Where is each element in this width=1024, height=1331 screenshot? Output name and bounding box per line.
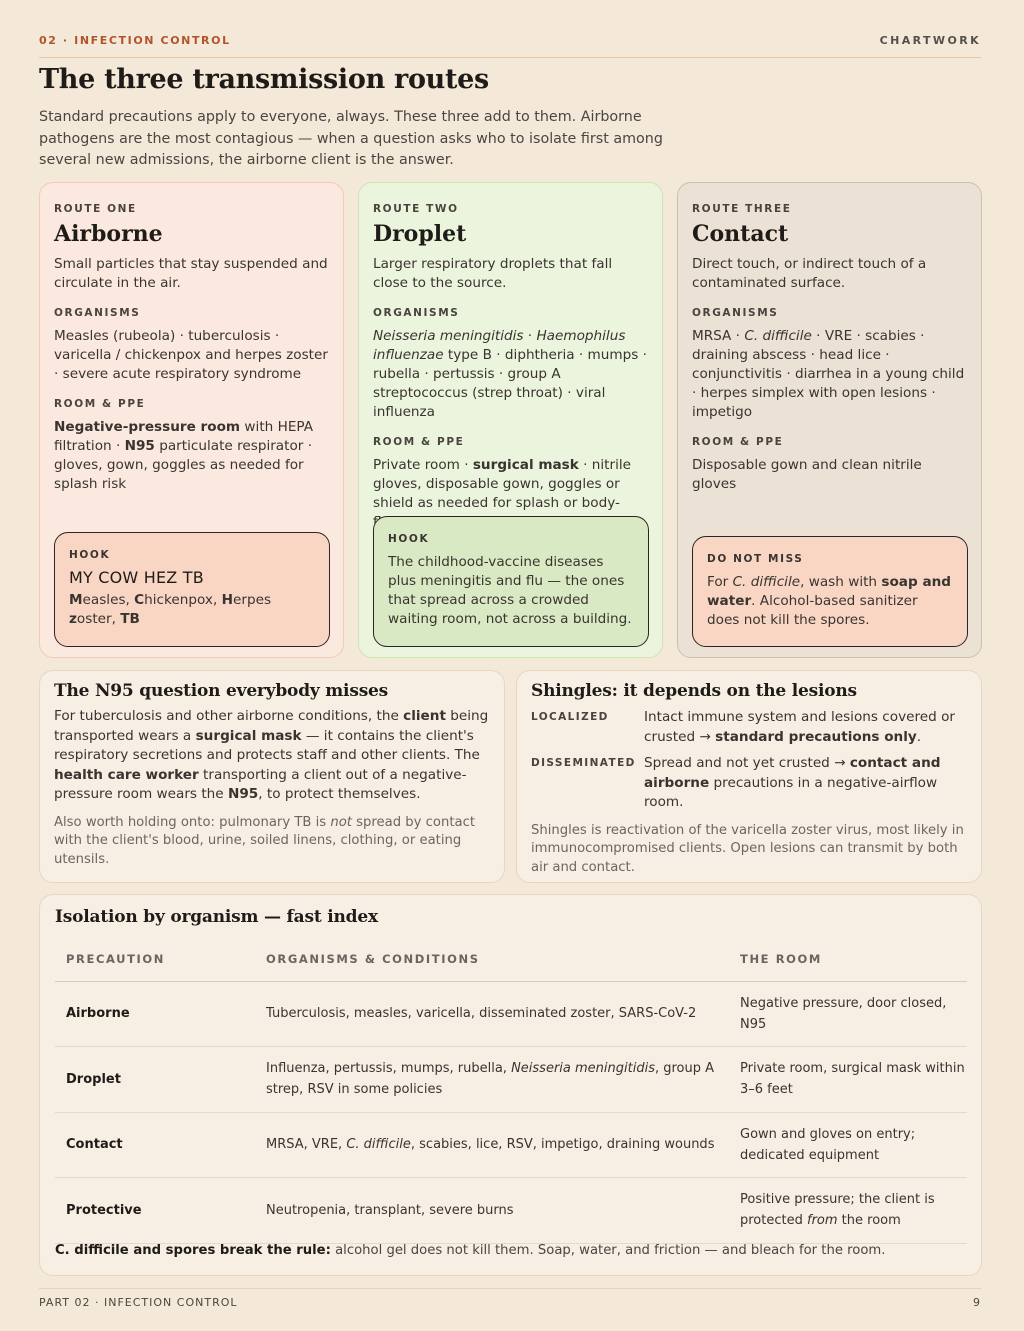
route-eyebrow: ROUTE TWO: [373, 203, 459, 215]
precaution-cell: Contact: [55, 1112, 255, 1178]
disseminated-label: DISSEMINATED: [531, 757, 636, 769]
organisms-label: ORGANISMS: [692, 307, 779, 319]
organisms-cell: Influenza, pertussis, mumps, rubella, Neisseria meningitidis, group A strep, RSV in some policies: [255, 1047, 729, 1113]
table-row: [55, 1178, 967, 1244]
localized-text: Intact immune system and lesions covered or crusted → standard precautions only.: [644, 709, 955, 745]
isolation-index-panel: [39, 894, 982, 1276]
n95-note: Also worth holding onto: pulmonary TB is not spread by contact with the client's blood, urine, soiled linens, clothing, or eating utensils.: [54, 814, 476, 867]
n95-title: The N95 question everybody misses: [54, 681, 389, 701]
route-name: Droplet: [373, 221, 467, 247]
footer-part-label: PART 02 · INFECTION CONTROL: [39, 1296, 238, 1309]
shingles-note: Shingles is reactivation of the varicella zoster virus, most likely in immunocompromised clients. Open lesions can transmit by both air and contact.: [531, 822, 964, 875]
organisms-label: ORGANISMS: [373, 307, 460, 319]
localized-label: LOCALIZED: [531, 711, 609, 723]
brand-label: CHARTWORK: [879, 34, 981, 47]
disseminated-row: [531, 754, 967, 813]
isolation-table: [55, 937, 967, 1244]
room-ppe-text: Disposable gown and clean nitrile gloves: [692, 457, 922, 492]
n95-panel: [39, 670, 505, 883]
room-ppe-label: ROOM & PPE: [373, 436, 465, 448]
index-title: Isolation by organism — fast index: [55, 907, 378, 927]
hook-box: [54, 532, 330, 647]
table-row: [55, 1047, 967, 1113]
room-cell: Negative pressure, door closed, N95: [729, 981, 967, 1047]
cdiff-rule-note: C. difficile and spores break the rule: alcohol gel does not kill them. Soap, water, and friction — and bleach for the room.: [55, 1243, 886, 1258]
do-not-miss-text: For C. difficile, wash with soap and water. Alcohol-based sanitizer does not kill the spores.: [707, 574, 952, 628]
do-not-miss-box: [692, 536, 968, 647]
top-bar: [39, 34, 981, 58]
room-ppe-text: Private room · surgical mask · nitrile gloves, disposable gown, goggles or shield as needed for splash or body-: [373, 457, 632, 511]
room-ppe-text: Negative-pressure room with HEPA filtration · N95 particulate respirator · gloves, gown, goggles as needed for splash risk: [54, 419, 314, 492]
do-not-miss-label: DO NOT MISS: [707, 553, 804, 565]
column-header: ORGANISMS & CONDITIONS: [255, 937, 729, 981]
intro-paragraph: Standard precautions apply to everyone, always. These three add to them. Airborne pathogens are the most contagious — when a question asks who to isolate first among several new admissions, the airborne client is the answer.: [39, 109, 663, 168]
hook-label: HOOK: [69, 549, 111, 561]
organisms-cell: MRSA, VRE, C. difficile, scabies, lice, RSV, impetigo, draining wounds: [255, 1112, 729, 1178]
organisms-label: ORGANISMS: [54, 307, 141, 319]
organisms-cell: Neutropenia, transplant, severe burns: [255, 1178, 729, 1244]
shingles-panel: [516, 670, 982, 883]
section-label: 02 · INFECTION CONTROL: [39, 34, 231, 47]
hook-text: Measles, Chickenpox, Herpes zoster, TB: [69, 592, 272, 627]
table-row: [55, 1112, 967, 1178]
hook-label: HOOK: [388, 533, 430, 545]
table-header-row: [55, 937, 967, 981]
route-description: Larger respiratory droplets that fall close to the source.: [373, 256, 613, 291]
route-eyebrow: ROUTE ONE: [54, 203, 137, 215]
route-card-airborne: [39, 182, 344, 658]
route-card-droplet: [358, 182, 663, 658]
page-title: The three transmission routes: [39, 64, 489, 95]
table-row: [55, 981, 967, 1047]
page-footer: [39, 1288, 981, 1309]
n95-body: For tuberculosis and other airborne conditions, the client being transported wears a surgical mask — it contains the client's respiratory secretions and protects staff and other clients. The health care worker transporting a client out of a negative-pressure room wears the N95, to protect themselves.: [54, 708, 489, 802]
precaution-cell: Protective: [55, 1178, 255, 1244]
route-description: Direct touch, or indirect touch of a contaminated surface.: [692, 256, 927, 291]
route-name: Airborne: [54, 221, 163, 247]
room-ppe-label: ROOM & PPE: [54, 398, 146, 410]
organisms-list: MRSA · C. difficile · VRE · scabies · draining abscess · head lice · conjunctivitis · diarrhea in a young child · herpes simplex with open lesions · impetigo: [692, 328, 965, 420]
organisms-cell: Tuberculosis, measles, varicella, disseminated zoster, SARS-CoV-2: [255, 981, 729, 1047]
route-card-contact: [677, 182, 982, 658]
disseminated-text: Spread and not yet crusted → contact and airborne precautions in a negative-airflow room.: [644, 755, 941, 810]
localized-row: [531, 708, 967, 747]
precaution-cell: Droplet: [55, 1047, 255, 1113]
hook-box: [373, 516, 649, 647]
room-cell: Private room, surgical mask within 3–6 feet: [729, 1047, 967, 1113]
column-header: PRECAUTION: [55, 937, 255, 981]
shingles-title: Shingles: it depends on the lesions: [531, 681, 857, 701]
precaution-cell: Airborne: [55, 981, 255, 1047]
column-header: THE ROOM: [729, 937, 967, 981]
room-cell: Positive pressure; the client is protected from the room: [729, 1178, 967, 1244]
organisms-list: Neisseria meningitidis · Haemophilus influenzae type B · diphtheria · mumps · rubella · pertussis · group A streptococcus (strep throat) · viral influenza: [373, 328, 647, 420]
route-eyebrow: ROUTE THREE: [692, 203, 792, 215]
organisms-list: Measles (rubeola) · tuberculosis · varicella / chickenpox and herpes zoster · severe acute respiratory syndrome: [54, 328, 328, 382]
hook-title: MY COW HEZ TB: [69, 568, 204, 587]
page-number: 9: [973, 1296, 981, 1309]
route-name: Contact: [692, 221, 789, 247]
hook-text: The childhood-vaccine diseases plus meningitis and flu — the ones that spread across a crowded waiting room, not across a building.: [388, 554, 632, 627]
room-cell: Gown and gloves on entry; dedicated equipment: [729, 1112, 967, 1178]
room-ppe-label: ROOM & PPE: [692, 436, 784, 448]
route-description: Small particles that stay suspended and circulate in the air.: [54, 256, 328, 291]
